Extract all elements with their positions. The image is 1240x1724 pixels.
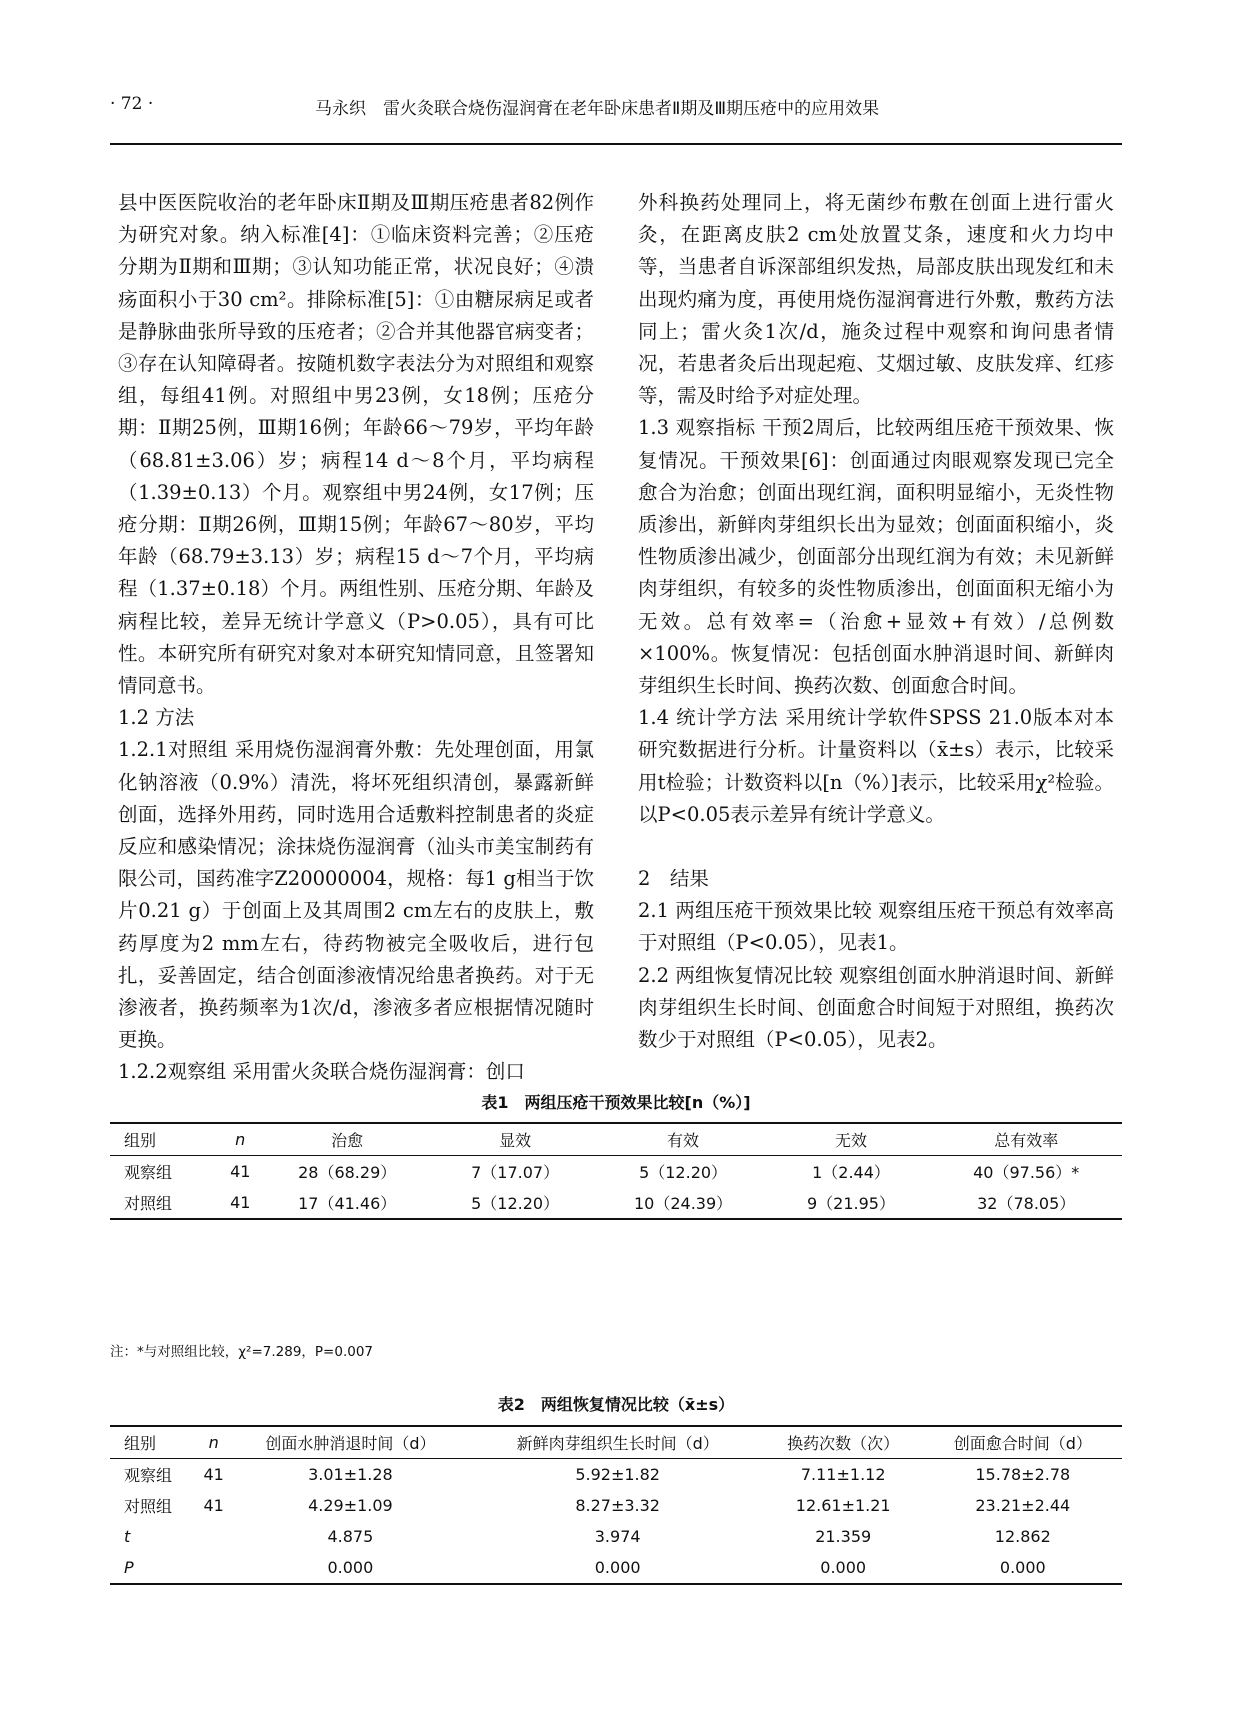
table-cell: 12.862 [994, 1527, 1051, 1546]
table-cell: 3.01±1.28 [308, 1465, 393, 1484]
table1 [110, 1122, 1122, 1220]
col-header: 组别 [124, 1131, 157, 1150]
table2 [110, 1425, 1122, 1585]
table-cell: 0.000 [327, 1558, 374, 1577]
table-cell: 4.875 [327, 1527, 374, 1546]
col-header: 无效 [835, 1131, 868, 1150]
paragraph: 2.2 两组恢复情况比较 观察组创面水肿消退时间、新鲜肉芽组织生长时间、创面愈合时间短于对照组，换药次数少于对照组（P<0.05），见表2。 [638, 963, 1114, 1052]
table-cell: 15.78±2.78 [975, 1465, 1071, 1484]
table-cell: 10（24.39） [633, 1194, 733, 1213]
section-heading: 2 结果 [638, 867, 709, 891]
paragraph: 1.2.2观察组 采用雷火灸联合烧伤湿润膏：创口 [118, 1060, 525, 1084]
table-cell: 对照组 [124, 1194, 173, 1213]
table2-caption: 表2 两组恢复情况比较（x̄±s） [497, 1395, 735, 1414]
table-cell: 7.11±1.12 [800, 1465, 886, 1484]
col-header: 总有效率 [994, 1131, 1059, 1150]
table-cell: 7（17.07） [471, 1163, 560, 1182]
col-header: 显效 [499, 1131, 532, 1150]
table-cell: 41 [203, 1465, 224, 1484]
table-cell: 5（12.20） [471, 1194, 560, 1213]
table-cell: 21.359 [815, 1527, 872, 1546]
table-cell: 0.000 [594, 1558, 641, 1577]
table-cell: 1（2.44） [812, 1163, 890, 1182]
table-cell: 观察组 [124, 1163, 173, 1182]
right-column [638, 187, 1114, 1056]
header-rule [110, 143, 1122, 145]
table-cell: 23.21±2.44 [975, 1496, 1071, 1515]
table-cell: 4.29±1.09 [308, 1496, 393, 1515]
col-header: 治愈 [331, 1131, 364, 1150]
table-cell: 41 [203, 1496, 224, 1515]
col-header: 换药次数（次） [787, 1434, 900, 1453]
table-cell: 0.000 [820, 1558, 867, 1577]
table-row [110, 1490, 1122, 1521]
paragraph: 1.3 观察指标 干预2周后，比较两组压疮干预效果、恢复情况。干预效果[6]：创面通过肉眼观察发现已完全愈合为治愈；创面出现红润，面积明显缩小，无炎性物质渗出，新鲜肉芽组织长出为显效；创面面积缩小，炎性物质渗出减少，创面部分出现红润为有效；未见新鲜肉芽组织，有较多的炎性物质渗出，创面面积无缩小为无效。总有效率=（治愈+显效+有效）/总例数×100%。恢复情况：包括创面水肿消退时间、新鲜肉芽组织生长时间、换药次数、创面愈合时间。 [638, 416, 1114, 698]
table-cell: 9（21.95） [807, 1194, 895, 1213]
table-cell [199, 1521, 228, 1552]
table-cell: 8.27±3.32 [575, 1496, 660, 1515]
table-cell: 对照组 [124, 1497, 173, 1516]
col-header: 组别 [124, 1434, 157, 1453]
table-cell: 0.000 [999, 1558, 1046, 1577]
table-header-row [110, 1123, 1122, 1156]
table-cell: t [124, 1527, 131, 1546]
col-header: n [235, 1130, 246, 1149]
table-cell: 17（41.46） [298, 1194, 397, 1213]
table-cell: P [124, 1558, 134, 1577]
table-cell: 3.974 [594, 1527, 641, 1546]
table-cell: 观察组 [124, 1466, 173, 1485]
table1-caption: 表1 两组压疮干预效果比较[n（%）] [481, 1093, 751, 1112]
section-heading: 1.2 方法 [118, 706, 195, 730]
running-header [110, 94, 1122, 128]
col-header: 创面愈合时间（d） [953, 1434, 1092, 1453]
paragraph: 1.2.1对照组 采用烧伤湿润膏外敷：先处理创面，用氯化钠溶液（0.9%）清洗，将坏死组织清创，暴露新鲜创面，选择外用药，同时选用合适敷料控制患者的炎症反应和感染情况；涂抹烧伤湿润膏（汕头市美宝制药有限公司，国药准字Z20000004，规格：每1 g相当于饮片0.21 g）于创面上及其周围2 cm左右的皮肤上，敷药厚度为2 mm左右，待药物被完全吸收后，进行包扎，妥善固定，结合创面渗液情况给患者换药。对于无渗液者，换药频率为1次/d，渗液多者应根据情况随时更换。 [118, 738, 594, 1052]
table-row [110, 1521, 1122, 1552]
paragraph: 县中医医院收治的老年卧床Ⅱ期及Ⅲ期压疮患者82例作为研究对象。纳入标准[4]：①临床资料完善；②压疮分期为Ⅱ期和Ⅲ期；③认知功能正常，状况良好；④溃疡面积小于30 cm²。排除标准[5]：①由糖尿病足或者是静脉曲张所导致的压疮者；②合并其他器官病变者；③存在认知障碍者。按随机数字表法分为对照组和观察组，每组41例。对照组中男23例，女18例；压疮分期：Ⅱ期25例，Ⅲ期16例；年龄66～79岁，平均年龄（68.81±3.06）岁；病程14 d～8个月，平均病程（1.39±0.13）个月。观察组中男24例，女17例；压疮分期：Ⅱ期26例，Ⅲ期15例；年龄67～80岁，平均年龄（68.79±3.13）岁；病程15 d～7个月，平均病程（1.37±0.18）个月。两组性别、压疮分期、年龄及病程比较，差异无统计学意义（P>0.05），具有可比性。本研究所有研究对象对本研究知情同意，且签署知情同意书。 [118, 191, 594, 698]
table-row [110, 1187, 1122, 1219]
table-cell: 5.92±1.82 [575, 1465, 660, 1484]
table-cell: 28（68.29） [298, 1163, 397, 1182]
paragraph: 1.4 统计学方法 采用统计学软件SPSS 21.0版本对本研究数据进行分析。计量资料以（x̄±s）表示，比较采用t检验；计数资料以[n（%）]表示，比较采用χ²检验。以P<0.05表示差异有统计学意义。 [638, 706, 1114, 826]
table-header-row [110, 1426, 1122, 1459]
col-header: 新鲜肉芽组织生长时间（d） [516, 1434, 719, 1453]
table-row [110, 1459, 1122, 1491]
table-row [110, 1552, 1122, 1584]
left-column [118, 187, 594, 1089]
table-cell: 12.61±1.21 [795, 1496, 891, 1515]
table-cell: 32（78.05） [977, 1194, 1076, 1213]
table1-note: 注：*与对照组比较，χ²=7.289，P=0.007 [110, 1344, 374, 1360]
table-cell [199, 1552, 228, 1584]
table-cell: 5（12.20） [639, 1163, 728, 1182]
table-cell: 41 [230, 1162, 251, 1181]
table-cell: 40（97.56）* [973, 1163, 1080, 1182]
col-header: n [208, 1433, 219, 1452]
running-title: 马永织 雷火灸联合烧伤湿润膏在老年卧床患者Ⅱ期及Ⅲ期压疮中的应用效果 [315, 99, 880, 119]
col-header: 创面水肿消退时间（d） [265, 1434, 436, 1453]
paragraph: 外科换药处理同上，将无菌纱布敷在创面上进行雷火灸，在距离皮肤2 cm处放置艾条，速度和火力均中等，当患者自诉深部组织发热，局部皮肤出现发红和未出现灼痛为度，再使用烧伤湿润膏进行外敷，敷药方法同上；雷火灸1次/d，施灸过程中观察和询问患者情况，若患者灸后出现起疱、艾烟过敏、皮肤发痒、红疹等，需及时给予对症处理。 [638, 191, 1114, 408]
table-row [110, 1156, 1122, 1188]
table-cell: 41 [230, 1193, 251, 1212]
page-number: · 72 · [110, 94, 154, 114]
paragraph: 2.1 两组压疮干预效果比较 观察组压疮干预总有效率高于对照组（P<0.05），见表1。 [638, 899, 1114, 955]
col-header: 有效 [667, 1131, 700, 1150]
